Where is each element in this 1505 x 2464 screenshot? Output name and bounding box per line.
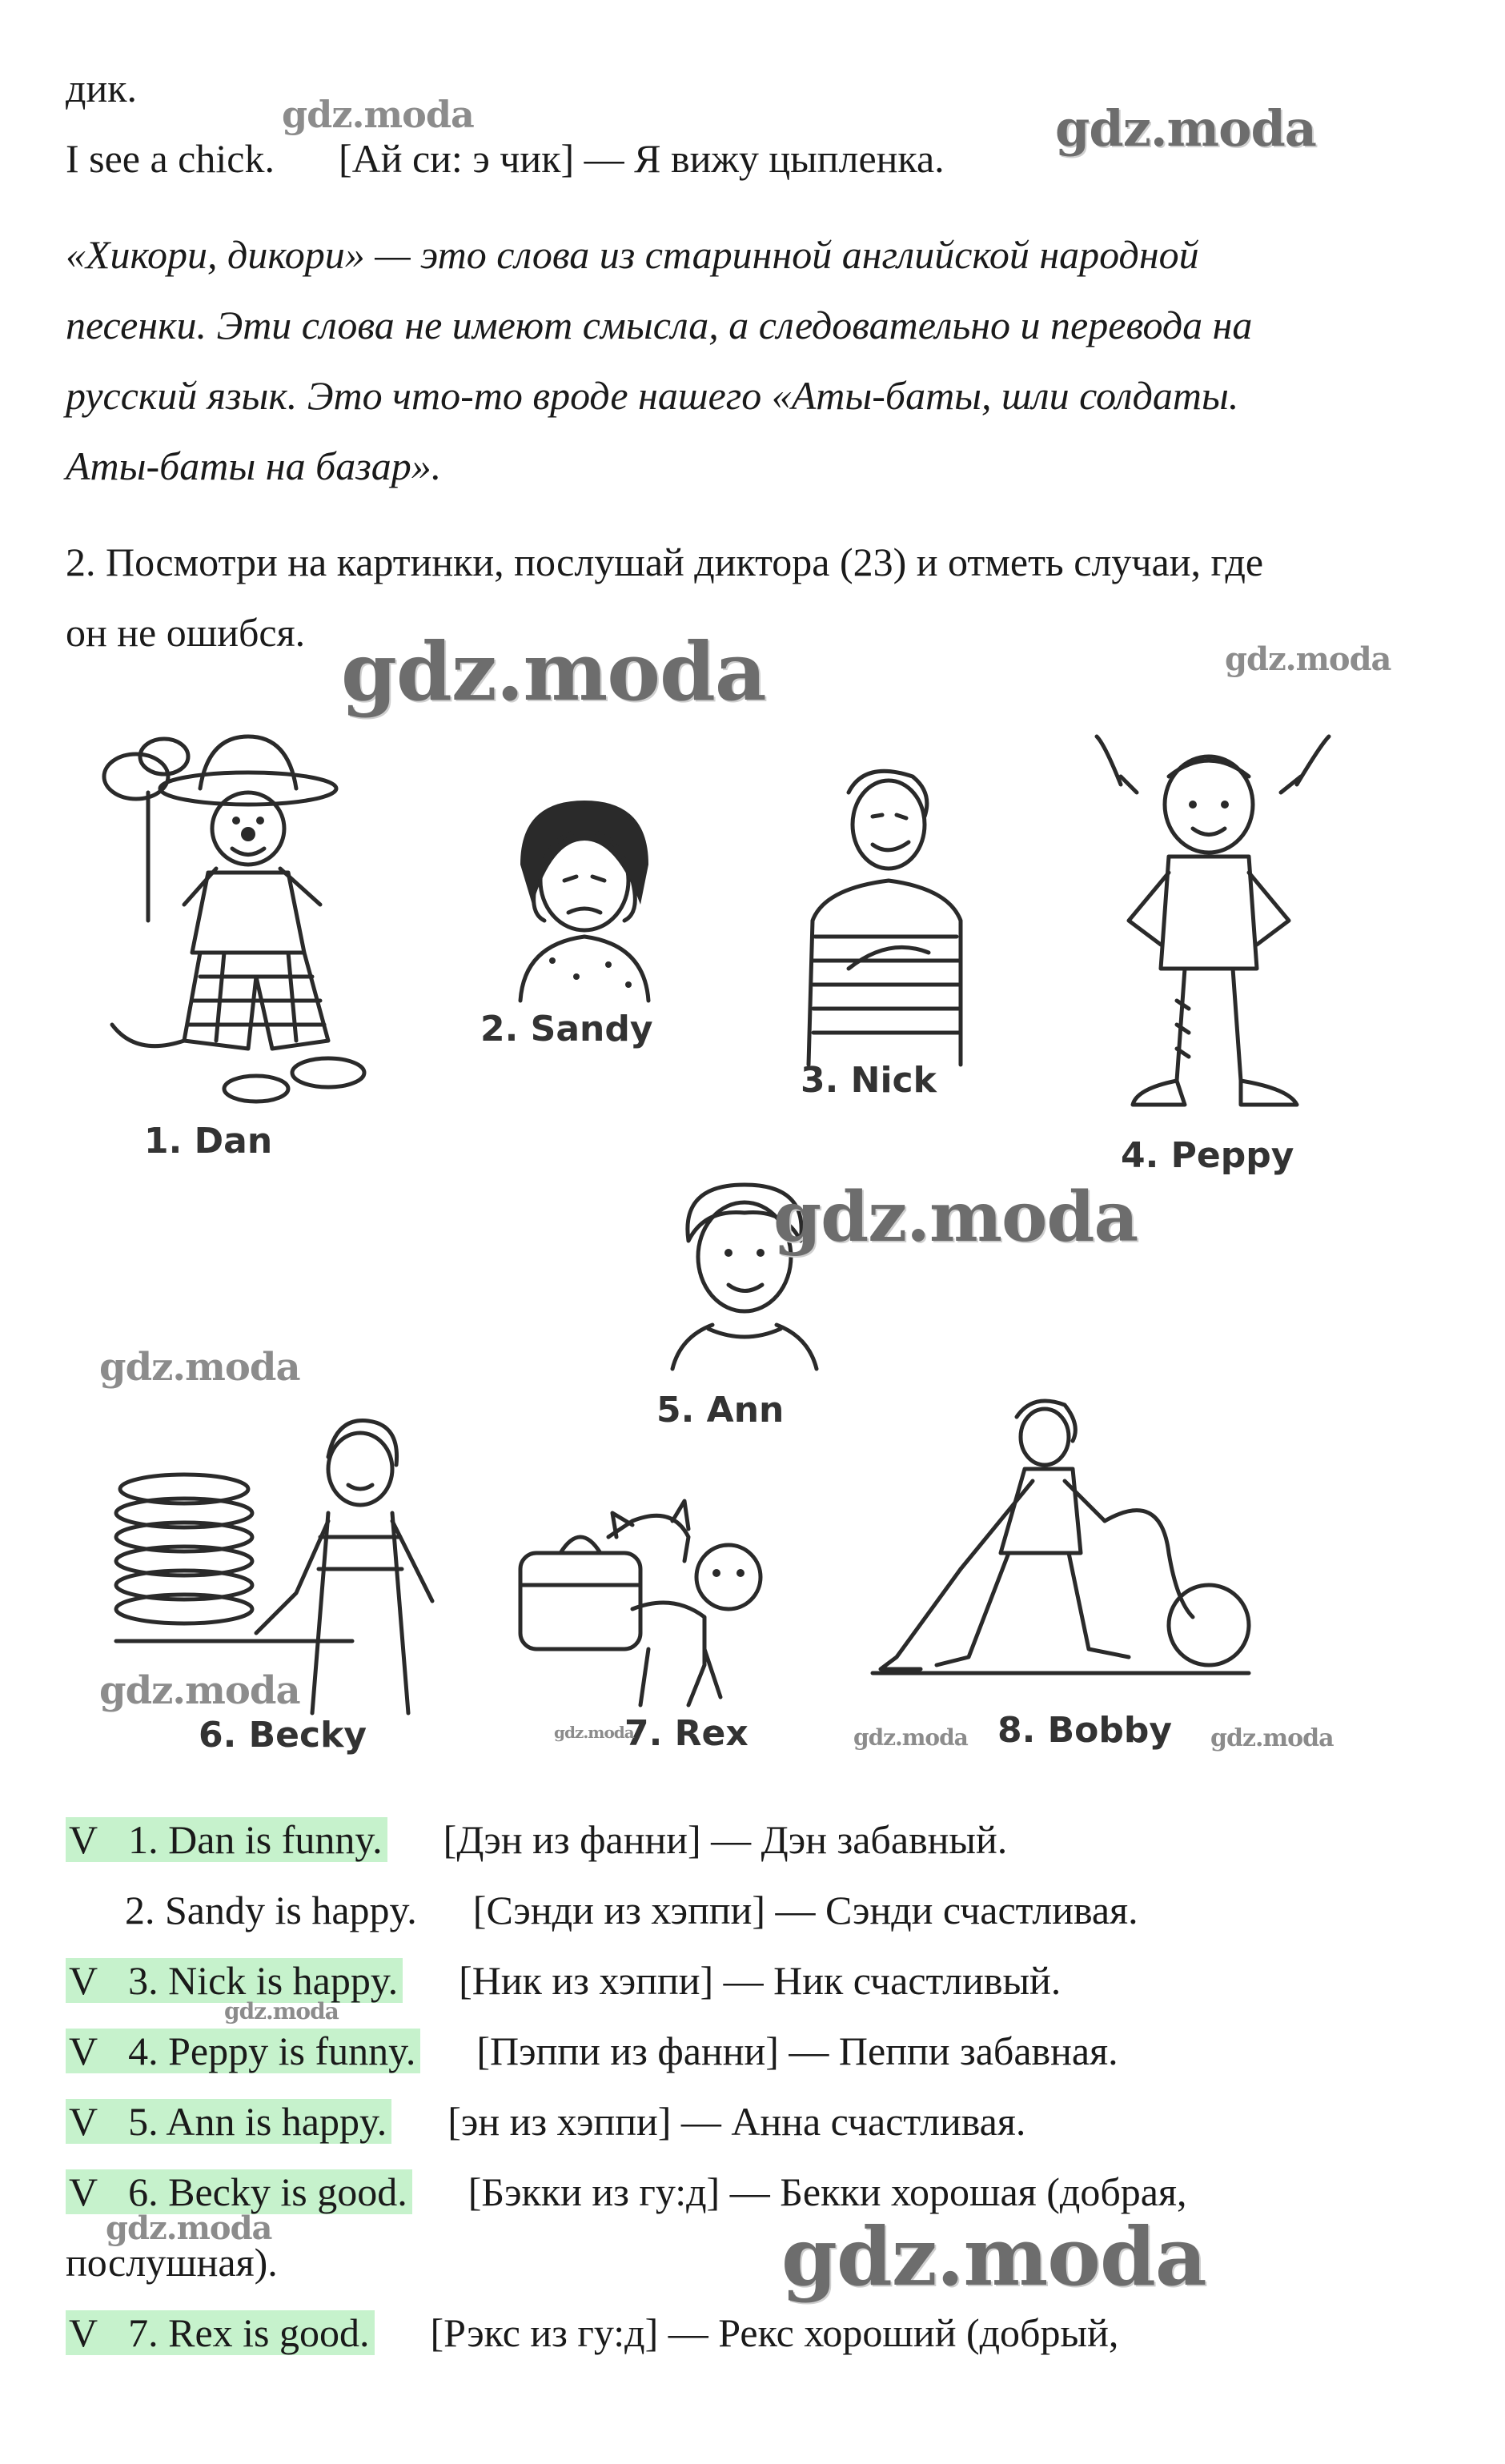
answer-row-7 <box>66 2309 1118 2357</box>
smiling-boy-icon <box>793 760 969 1065</box>
watermark: gdz.moda <box>106 2209 272 2247</box>
answer-row-4 <box>66 2027 1118 2075</box>
note-line-4: Аты-баты на базар». <box>66 443 442 488</box>
watermark: gdz.moda <box>773 1177 1138 1258</box>
watermark: gdz.moda <box>554 1723 634 1742</box>
caption-sandy: 2. Sandy <box>480 1009 653 1049</box>
answer-6-english: 6. Becky is good. <box>128 2169 407 2214</box>
task-line-2: он не ошибся. <box>66 610 306 655</box>
caption-rex: 7. Rex <box>624 1713 748 1754</box>
girl-with-dishes-icon <box>112 1409 464 1713</box>
answer-5-english: 5. Ann is happy. <box>128 2099 387 2144</box>
answer-2-russian: [Сэнди из хэппи] — Сэнди счастливая. <box>472 1888 1138 1932</box>
answer-row-1 <box>66 1816 1007 1864</box>
figure-sandy <box>472 793 696 1065</box>
answer-7-checked <box>66 2310 375 2355</box>
watermark: gdz.moda <box>1055 99 1316 158</box>
chick-english: I see a chick. <box>66 136 275 181</box>
answer-4-english: 4. Peppy is funny. <box>128 2029 416 2073</box>
answer-5-checked <box>66 2099 391 2144</box>
answer-row-3 <box>66 1956 1061 2005</box>
answer-3-english: 3. Nick is happy. <box>128 1958 399 2003</box>
answer-6-checked <box>66 2169 412 2214</box>
watermark: gdz.moda <box>341 624 766 719</box>
check-mark: V <box>69 2169 98 2214</box>
figure-peppy <box>1073 728 1361 1193</box>
check-mark: V <box>69 2099 98 2144</box>
figure-becky <box>112 1409 480 1777</box>
watermark: gdz.moda <box>282 93 474 136</box>
figure-dan <box>88 720 392 1169</box>
watermark: gdz.moda <box>224 1998 339 2025</box>
answer-1-checked <box>66 1817 387 1862</box>
caption-ann: 5. Ann <box>656 1390 785 1431</box>
answer-3-checked <box>66 1958 403 2003</box>
caption-bobby: 8. Bobby <box>997 1710 1173 1751</box>
figure-nick <box>793 760 985 1121</box>
answer-5-russian: [эн из хэппи] — Анна счастливая. <box>447 2099 1026 2144</box>
answer-7-english: 7. Rex is good. <box>128 2310 370 2355</box>
caption-becky: 6. Becky <box>199 1715 367 1756</box>
check-mark: V <box>69 2029 98 2073</box>
caption-dan: 1. Dan <box>144 1121 273 1162</box>
answer-7-russian: [Рэкс из гу:д] — Рекс хороший (добрый, <box>430 2310 1119 2355</box>
chick-sentence <box>66 134 945 183</box>
answer-1-english: 1. Dan is funny. <box>128 1817 383 1862</box>
check-mark: V <box>69 1817 98 1862</box>
note-line-2: песенки. Эти слова не имеют смысла, а следовательно и перевода на <box>66 303 1253 347</box>
figure-bobby <box>873 1393 1273 1777</box>
answer-4-checked <box>66 2029 420 2073</box>
answer-row-2 <box>125 1886 1138 1934</box>
answer-6-russian: [Бэкки из гу:д] — Бекки хорошая (добрая, <box>468 2169 1187 2214</box>
check-mark: V <box>69 2310 98 2355</box>
watermark: gdz.moda <box>781 2209 1206 2304</box>
watermark: gdz.moda <box>1225 640 1391 678</box>
watermark: gdz.moda <box>1210 1724 1334 1752</box>
text-fragment: дик. <box>66 66 137 110</box>
answer-1-russian: [Дэн из фанни] — Дэн забавный. <box>443 1817 1008 1862</box>
caption-peppy: 4. Peppy <box>1121 1135 1294 1176</box>
crying-girl-icon <box>488 793 680 1001</box>
dog-with-bag-icon <box>512 1489 769 1705</box>
pigtail-girl-icon <box>1089 728 1345 1129</box>
watermark: gdz.moda <box>853 1724 968 1751</box>
answer-6-continuation: послушная). <box>66 2240 278 2285</box>
task-line-1: 2. Посмотри на картинки, послушай диктора (23) и отметь случаи, где <box>66 540 1264 584</box>
check-mark: V <box>69 1958 98 2003</box>
watermark: gdz.moda <box>99 1345 300 1390</box>
caption-nick: 3. Nick <box>801 1060 937 1101</box>
answer-row-5 <box>66 2097 1025 2145</box>
chick-translation: [Ай си: э чик] — Я вижу цыпленка. <box>338 136 945 181</box>
note-line-3: русский язык. Это что-то вроде нашего «Аты-баты, шли солдаты. <box>66 373 1239 418</box>
answer-4-russian: [Пэппи из фанни] — Пеппи забавная. <box>476 2029 1118 2073</box>
note-line-1: «Хикори, дикори» — это слова из старинной английской народной <box>66 232 1199 277</box>
answer-row-6 <box>66 2168 1186 2216</box>
clown-icon <box>88 720 392 1121</box>
boy-vacuuming-icon <box>873 1393 1257 1689</box>
answer-3-russian: [Ник из хэппи] — Ник счастливый. <box>459 1958 1062 2003</box>
answer-2-english: 2. Sandy is happy. <box>125 1888 417 1932</box>
watermark: gdz.moda <box>99 1668 300 1713</box>
figure-rex <box>512 1489 785 1777</box>
